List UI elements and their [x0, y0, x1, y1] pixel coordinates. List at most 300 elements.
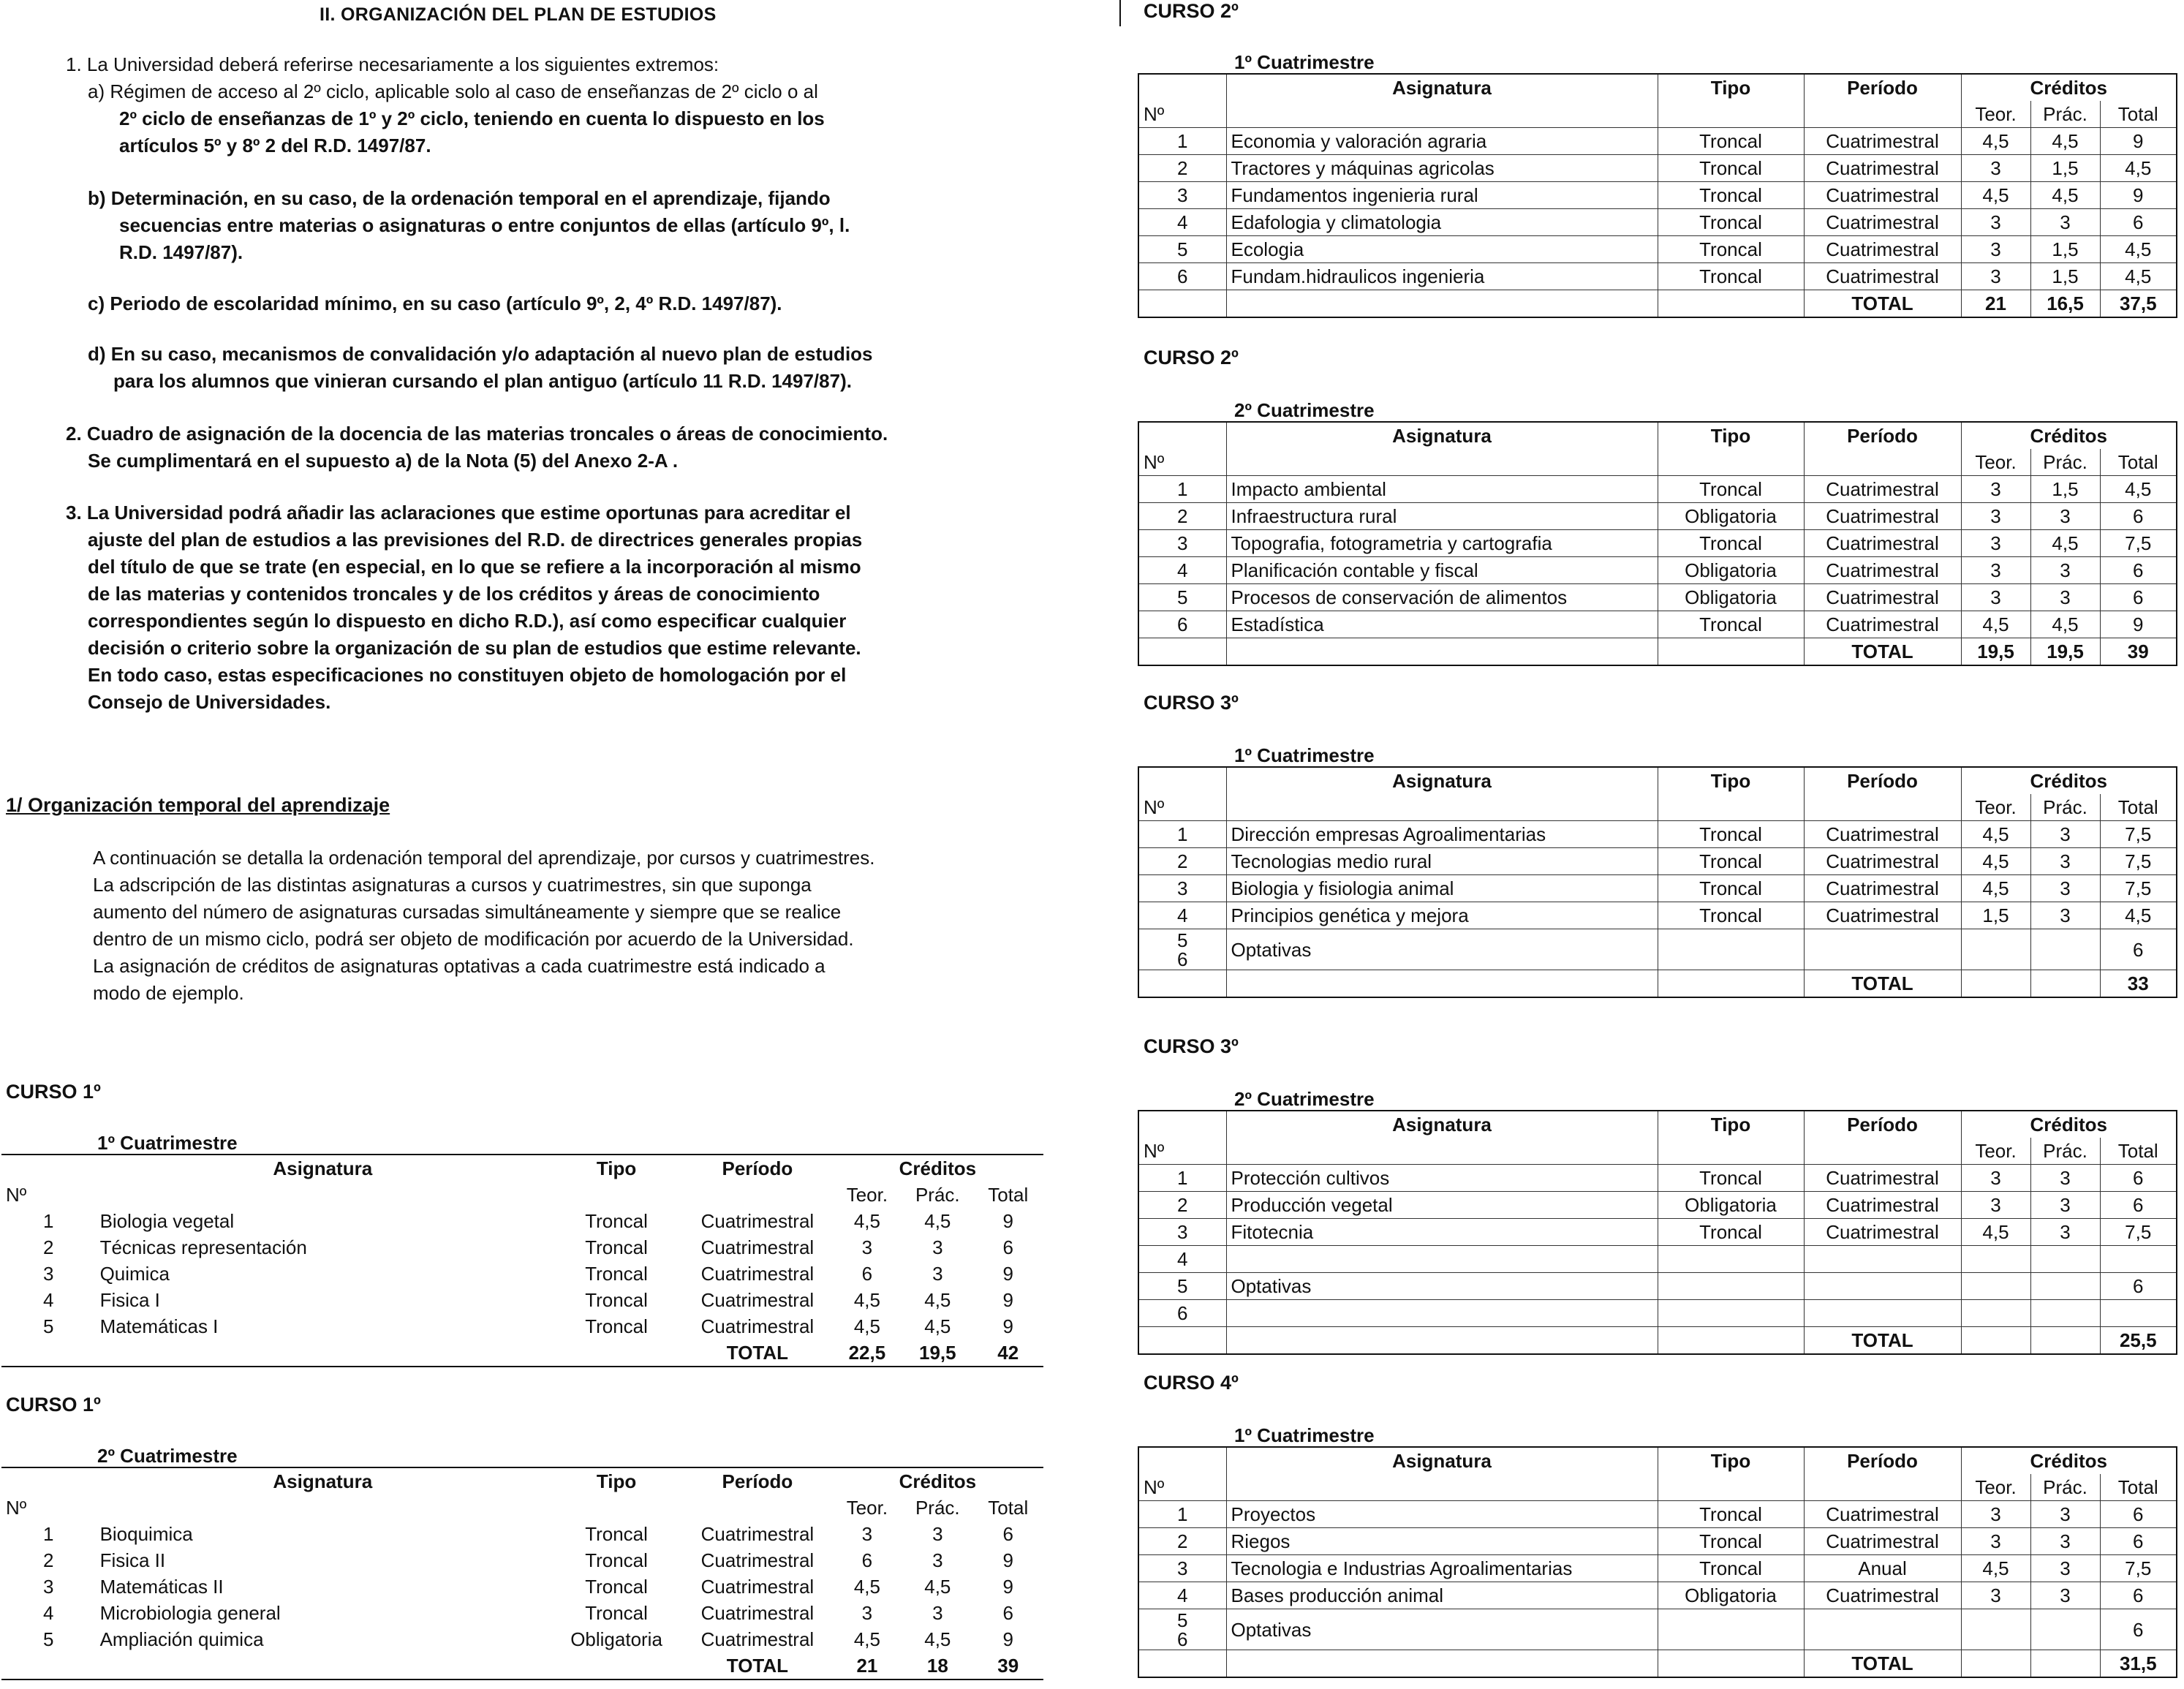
header-empty — [1804, 1474, 1961, 1501]
subject-name: Bases producción animal — [1226, 1582, 1658, 1609]
credits-teor: 3 — [1961, 503, 2030, 530]
subject-name: Optativas — [1226, 1273, 1658, 1300]
item-1b-line-2: secuencias entre materias o asignaturas o entre conjuntos de ellas (artículo 9º, l. — [119, 214, 850, 236]
subject-name: Fitotecnia — [1226, 1219, 1658, 1246]
total-label: TOTAL — [1804, 1327, 1961, 1355]
subject-name: Topografia, fotogrametria y cartografia — [1226, 530, 1658, 557]
header-row — [1, 1155, 1043, 1182]
column-header-creditos: Créditos — [1961, 74, 2177, 101]
subject-type: Troncal — [585, 1315, 648, 1337]
header-empty — [1226, 449, 1658, 476]
credits-teor: 4,5 — [1961, 875, 2030, 902]
credits-prac: 3 — [2030, 1165, 2100, 1192]
subject-period: Cuatrimestral — [1804, 1165, 1961, 1192]
totals-spacer — [96, 1340, 550, 1367]
table-row — [1, 1287, 1043, 1313]
credits-total: 6 — [1002, 1236, 1013, 1258]
credits-teor: 3 — [1961, 476, 2030, 503]
credits-total: 4,5 — [2100, 902, 2177, 929]
credits-total: 4,5 — [2100, 155, 2177, 182]
credits-teor: 3 — [1961, 236, 2030, 263]
subject-name: Fisica I — [99, 1289, 160, 1311]
credits-total: 9 — [2100, 611, 2177, 638]
plan-table — [1, 1467, 1043, 1680]
subheader-row — [1138, 1474, 2177, 1501]
column-header-total: Total — [2100, 449, 2177, 476]
subject-type: Troncal — [585, 1576, 648, 1598]
header-empty — [1226, 1474, 1658, 1501]
totals-row — [1, 1652, 1043, 1679]
row-number: 3 — [1177, 1221, 1188, 1243]
row-number: 5 — [1177, 238, 1188, 260]
header-row — [1138, 1447, 2177, 1474]
subject-period: Cuatrimestral — [1804, 902, 1961, 929]
plan-table — [1138, 73, 2177, 318]
subject-type: Obligatoria — [1658, 1192, 1804, 1219]
credits-prac: 4,5 — [2030, 611, 2100, 638]
credits-prac: 3 — [932, 1549, 943, 1571]
row-number: 4 — [43, 1602, 54, 1624]
totals-spacer — [1138, 1327, 1226, 1355]
credits-total: 6 — [2100, 584, 2177, 611]
subject-period: Cuatrimestral — [1804, 209, 1961, 236]
row-number: 1 — [1177, 1503, 1188, 1525]
table-row — [1138, 530, 2177, 557]
total-teor: 21 — [856, 1655, 878, 1677]
subject-name: Tecnologia e Industrias Agroalimentarias — [1226, 1555, 1658, 1582]
subject-period: Cuatrimestral — [1804, 1192, 1961, 1219]
credits-prac: 3 — [2030, 557, 2100, 584]
credits-teor: 3 — [1961, 1501, 2030, 1528]
credits-teor: 4,5 — [853, 1576, 880, 1598]
subject-period: Cuatrimestral — [1804, 530, 1961, 557]
row-number: 1 — [1177, 130, 1188, 152]
subject-type: Troncal — [585, 1263, 648, 1285]
header-cell — [1, 1155, 96, 1182]
totals-spacer — [1658, 1327, 1804, 1355]
credits-prac — [2030, 1609, 2100, 1650]
credits-prac: 3 — [932, 1602, 943, 1624]
table-row — [1138, 182, 2177, 209]
header-empty — [1804, 1138, 1961, 1165]
credits-prac: 4,5 — [924, 1210, 951, 1232]
header-empty — [96, 1495, 550, 1521]
row-number: 3 — [43, 1263, 54, 1285]
credits-total: 4,5 — [2100, 476, 2177, 503]
subject-name: Planificación contable y fiscal — [1226, 557, 1658, 584]
column-header-tipo: Tipo — [1658, 422, 1804, 449]
subject-type: Troncal — [1658, 530, 1804, 557]
item-1b-line-1: b) Determinación, en su caso, de la ordenación temporal en el aprendizaje, fijando — [88, 187, 831, 209]
subheader-row — [1138, 449, 2177, 476]
row-number: 2 — [1177, 505, 1188, 527]
credits-teor — [1961, 1300, 2030, 1327]
item-1a-line-2: 2º ciclo de enseñanzas de 1º y 2º ciclo, teniendo en cuenta lo dispuesto en los — [119, 107, 825, 129]
column-header-asignatura: Asignatura — [1226, 74, 1658, 101]
table-row — [1, 1521, 1043, 1547]
totals-spacer — [1138, 638, 1226, 666]
total-teor — [1961, 970, 2030, 998]
total-teor: 22,5 — [848, 1342, 886, 1364]
column-header-num: Nº — [6, 1497, 27, 1519]
table-row — [1138, 875, 2177, 902]
credits-teor: 4,5 — [1961, 611, 2030, 638]
table-row — [1138, 557, 2177, 584]
credits-total: 6 — [2100, 503, 2177, 530]
credits-teor: 3 — [861, 1602, 873, 1624]
subject-type: Troncal — [1658, 821, 1804, 848]
header-empty — [1804, 449, 1961, 476]
subject-period: Anual — [1804, 1555, 1961, 1582]
subject-type: Troncal — [1658, 902, 1804, 929]
subject-type: Troncal — [1658, 236, 1804, 263]
table-row — [1138, 1192, 2177, 1219]
header-empty — [1658, 1138, 1804, 1165]
item-1a-line-1: a) Régimen de acceso al 2º ciclo, aplicable solo al caso de enseñanzas de 2º ciclo o al — [88, 80, 818, 102]
table-row — [1138, 584, 2177, 611]
column-header-total: Total — [2100, 101, 2177, 128]
credits-teor: 3 — [1961, 557, 2030, 584]
table-row — [1, 1573, 1043, 1600]
credits-total: 7,5 — [2100, 1555, 2177, 1582]
table-row — [1138, 155, 2177, 182]
subject-type: Obligatoria — [1658, 503, 1804, 530]
column-header-tipo: Tipo — [1658, 1447, 1804, 1474]
subject-type: Troncal — [1658, 263, 1804, 290]
header-row — [1138, 767, 2177, 794]
totals-spacer — [1138, 290, 1226, 318]
table-row — [1138, 209, 2177, 236]
header-empty — [1226, 101, 1658, 128]
table-row — [1, 1261, 1043, 1287]
credits-prac: 4,5 — [924, 1289, 951, 1311]
table-row — [1138, 1219, 2177, 1246]
paragraph-line: de las materias y contenidos troncales y de los créditos y áreas de conocimiento — [88, 583, 820, 605]
credits-teor: 4,5 — [853, 1289, 880, 1311]
credits-total: 7,5 — [2100, 1219, 2177, 1246]
credits-total: 9 — [1002, 1315, 1013, 1337]
totals-spacer — [1658, 638, 1804, 666]
table-row — [1, 1234, 1043, 1261]
totals-row — [1138, 970, 2177, 998]
credits-total: 9 — [1002, 1628, 1013, 1650]
credits-total: 7,5 — [2100, 875, 2177, 902]
credits-prac: 1,5 — [2030, 263, 2100, 290]
column-header-prac: Prác. — [2030, 1138, 2100, 1165]
header-row — [1138, 422, 2177, 449]
totals-spacer — [1226, 1327, 1658, 1355]
subject-period: Cuatrimestral — [1804, 557, 1961, 584]
table-row — [1138, 1609, 2177, 1650]
table-row — [1138, 1501, 2177, 1528]
subject-name: Tecnologias medio rural — [1226, 848, 1658, 875]
credits-prac: 3 — [2030, 1555, 2100, 1582]
row-number: 5 6 — [1177, 929, 1188, 970]
row-number: 1 — [1177, 823, 1188, 845]
column-divider — [1119, 0, 1121, 26]
subject-name: Fundam.hidraulicos ingenieria — [1226, 263, 1658, 290]
header-empty — [1658, 1474, 1804, 1501]
subject-name: Tractores y máquinas agricolas — [1226, 155, 1658, 182]
table-row — [1, 1547, 1043, 1573]
column-header-creditos: Créditos — [1961, 1111, 2177, 1138]
subject-period — [1804, 1246, 1961, 1273]
subject-period: Cuatrimestral — [1804, 848, 1961, 875]
credits-prac: 3 — [2030, 1528, 2100, 1555]
total-teor — [1961, 1650, 2030, 1678]
column-header-num: Nº — [1144, 451, 1165, 473]
subject-type: Troncal — [1658, 128, 1804, 155]
column-header-periodo: Período — [1804, 1111, 1961, 1138]
table-row — [1138, 1165, 2177, 1192]
subject-name: Matemáticas II — [99, 1576, 224, 1598]
subject-name: Matemáticas I — [99, 1315, 219, 1337]
total-label: TOTAL — [1804, 638, 1961, 666]
total-label: TOTAL — [1804, 1650, 1961, 1678]
credits-teor: 3 — [861, 1523, 873, 1545]
subject-type: Troncal — [585, 1236, 648, 1258]
subject-period: Cuatrimestral — [700, 1236, 815, 1258]
totals-spacer — [1226, 1650, 1658, 1678]
curso-label: CURSO 3º — [1144, 1035, 1239, 1057]
credits-prac: 4,5 — [2030, 530, 2100, 557]
totals-spacer — [550, 1340, 683, 1367]
item-1d-line-2: para los alumnos que vinieran cursando el plan antiguo (artículo 11 R.D. 1497/87). — [113, 370, 852, 392]
credits-total: 6 — [1002, 1523, 1013, 1545]
table-row — [1138, 1273, 2177, 1300]
credits-prac: 3 — [932, 1263, 943, 1285]
total-prac — [2030, 1650, 2100, 1678]
column-header-num: Nº — [1144, 1140, 1165, 1162]
totals-spacer — [1, 1652, 96, 1679]
subject-period — [1804, 1300, 1961, 1327]
subject-period: Cuatrimestral — [1804, 263, 1961, 290]
subject-period: Cuatrimestral — [700, 1602, 815, 1624]
column-header-asignatura: Asignatura — [1226, 1111, 1658, 1138]
table-row — [1138, 128, 2177, 155]
credits-total: 6 — [2100, 557, 2177, 584]
header-empty — [1226, 1138, 1658, 1165]
credits-prac: 1,5 — [2030, 155, 2100, 182]
subject-period: Cuatrimestral — [700, 1523, 815, 1545]
subject-type: Obligatoria — [1658, 557, 1804, 584]
subject-period: Cuatrimestral — [1804, 1528, 1961, 1555]
credits-prac: 3 — [2030, 503, 2100, 530]
credits-prac: 3 — [2030, 821, 2100, 848]
subject-period: Cuatrimestral — [1804, 821, 1961, 848]
table-row — [1138, 503, 2177, 530]
row-number: 3 — [1177, 1557, 1188, 1579]
credits-teor: 3 — [1961, 1582, 2030, 1609]
totals-spacer — [1658, 970, 1804, 998]
column-header-total: Total — [2100, 1138, 2177, 1165]
row-number: 2 — [1177, 1194, 1188, 1216]
credits-teor: 3 — [1961, 1528, 2030, 1555]
row-number: 1 — [43, 1523, 54, 1545]
credits-teor: 3 — [861, 1236, 873, 1258]
header-empty — [550, 1495, 683, 1521]
subject-name — [1226, 1300, 1658, 1327]
header-empty — [550, 1182, 683, 1208]
paragraph-line: ajuste del plan de estudios a las previsiones del R.D. de directrices generales propias — [88, 529, 863, 551]
subject-name: Ecologia — [1226, 236, 1658, 263]
credits-prac — [2030, 1300, 2100, 1327]
subject-name: Riegos — [1226, 1528, 1658, 1555]
header-empty — [1226, 794, 1658, 821]
item-1-intro: 1. La Universidad deberá referirse necesariamente a los siguientes extremos: — [66, 53, 719, 75]
subject-type: Obligatoria — [1658, 584, 1804, 611]
credits-teor: 3 — [1961, 1165, 2030, 1192]
credits-teor — [1961, 1246, 2030, 1273]
subject-period: Cuatrimestral — [700, 1628, 815, 1650]
total-label: TOTAL — [726, 1655, 789, 1677]
subject-type: Troncal — [1658, 209, 1804, 236]
subject-period: Cuatrimestral — [1804, 128, 1961, 155]
credits-total: 4,5 — [2100, 236, 2177, 263]
column-header-teor: Teor. — [846, 1497, 888, 1519]
credits-prac: 4,5 — [2030, 182, 2100, 209]
paragraph-line: del título de que se trate (en especial, en lo que se refiere a la incorporación al mismo — [88, 556, 861, 578]
plan-table — [1138, 1446, 2177, 1678]
column-header-teor: Teor. — [1961, 1474, 2030, 1501]
curso-label: CURSO 4º — [1144, 1372, 1239, 1394]
total-sum: 33 — [2100, 970, 2177, 998]
header-empty — [96, 1182, 550, 1208]
table-row — [1138, 476, 2177, 503]
item-3 — [66, 499, 862, 716]
credits-teor: 3 — [1961, 530, 2030, 557]
row-number: 1 — [1177, 478, 1188, 500]
credits-teor: 4,5 — [1961, 821, 2030, 848]
subject-name: Protección cultivos — [1226, 1165, 1658, 1192]
total-prac: 18 — [926, 1655, 948, 1677]
totals-spacer — [1658, 290, 1804, 318]
column-header-asignatura: Asignatura — [273, 1470, 373, 1492]
column-header-creditos: Créditos — [1961, 1447, 2177, 1474]
row-number: 6 — [1177, 1302, 1188, 1324]
curso-label: CURSO 1º — [6, 1394, 101, 1416]
column-header-periodo: Período — [1804, 1447, 1961, 1474]
table-row — [1138, 1528, 2177, 1555]
credits-prac: 3 — [932, 1236, 943, 1258]
table-row — [1138, 929, 2177, 970]
subject-name: Biologia vegetal — [99, 1210, 235, 1232]
total-sum: 39 — [997, 1655, 1019, 1677]
credits-total — [2100, 1300, 2177, 1327]
column-header-teor: Teor. — [1961, 101, 2030, 128]
credits-total: 6 — [2100, 1609, 2177, 1650]
credits-prac — [2030, 1273, 2100, 1300]
total-label: TOTAL — [1804, 290, 1961, 318]
subject-type — [1658, 1273, 1804, 1300]
table-row — [1138, 821, 2177, 848]
credits-prac: 3 — [2030, 848, 2100, 875]
row-number: 2 — [43, 1236, 54, 1258]
row-number: 4 — [1177, 559, 1188, 581]
subject-period: Cuatrimestral — [1804, 236, 1961, 263]
subject-name: Impacto ambiental — [1226, 476, 1658, 503]
total-sum: 37,5 — [2100, 290, 2177, 318]
table-row — [1138, 1582, 2177, 1609]
totals-spacer — [1226, 970, 1658, 998]
header-cell — [1138, 1111, 1226, 1138]
paragraph-line: dentro de un mismo ciclo, podrá ser objeto de modificación por acuerdo de la Universidad. — [93, 928, 854, 950]
table-row — [1, 1313, 1043, 1340]
credits-total: 6 — [2100, 209, 2177, 236]
credits-prac: 1,5 — [2030, 236, 2100, 263]
credits-total: 6 — [2100, 1273, 2177, 1300]
column-header-creditos: Créditos — [899, 1157, 977, 1179]
column-header-tipo: Tipo — [1658, 767, 1804, 794]
subject-type: Troncal — [1658, 1555, 1804, 1582]
total-prac: 19,5 — [2030, 638, 2100, 666]
subject-type: Troncal — [585, 1549, 648, 1571]
subject-name: Economia y valoración agraria — [1226, 128, 1658, 155]
totals-spacer — [1226, 638, 1658, 666]
credits-total: 6 — [2100, 1165, 2177, 1192]
credits-total: 9 — [1002, 1263, 1013, 1285]
credits-total: 9 — [1002, 1576, 1013, 1598]
column-header-prac: Prác. — [2030, 794, 2100, 821]
column-header-prac: Prác. — [915, 1497, 960, 1519]
subject-name: Producción vegetal — [1226, 1192, 1658, 1219]
column-header-tipo: Tipo — [1658, 74, 1804, 101]
credits-teor: 4,5 — [1961, 128, 2030, 155]
curso-label: CURSO 3º — [1144, 692, 1239, 714]
header-cell — [1138, 422, 1226, 449]
credits-teor: 4,5 — [1961, 182, 2030, 209]
credits-total — [2100, 1246, 2177, 1273]
page-title: II. ORGANIZACIÓN DEL PLAN DE ESTUDIOS — [320, 4, 717, 25]
total-label: TOTAL — [1804, 970, 1961, 998]
row-number: 6 — [1177, 613, 1188, 635]
column-header-creditos: Créditos — [1961, 422, 2177, 449]
section-heading: 1/ Organización temporal del aprendizaje — [6, 794, 390, 816]
item-1a-line-3: artículos 5º y 8º 2 del R.D. 1497/87. — [119, 135, 431, 156]
total-prac: 16,5 — [2030, 290, 2100, 318]
header-cell — [1138, 1447, 1226, 1474]
row-number: 4 — [1177, 904, 1188, 926]
header-empty — [1658, 449, 1804, 476]
credits-teor: 4,5 — [1961, 848, 2030, 875]
totals-spacer — [1226, 290, 1658, 318]
column-header-total: Total — [988, 1184, 1029, 1206]
paragraph-line: A continuación se detalla la ordenación temporal del aprendizaje, por cursos y cuatrimestres. — [93, 847, 875, 869]
row-number: 2 — [1177, 1530, 1188, 1552]
header-empty — [1658, 101, 1804, 128]
total-sum: 25,5 — [2100, 1327, 2177, 1355]
table-row — [1138, 1246, 2177, 1273]
header-empty — [1804, 794, 1961, 821]
totals-spacer — [1138, 1650, 1226, 1678]
subject-name: Bioquimica — [99, 1523, 193, 1545]
subject-type: Troncal — [1658, 875, 1804, 902]
row-number: 6 — [1177, 265, 1188, 287]
left-column — [0, 0, 1053, 1689]
row-number: 4 — [43, 1289, 54, 1311]
row-number: 5 — [1177, 586, 1188, 608]
credits-total: 7,5 — [2100, 821, 2177, 848]
column-header-teor: Teor. — [846, 1184, 888, 1206]
subject-name: Técnicas representación — [99, 1236, 307, 1258]
item-1c: c) Periodo de escolaridad mínimo, en su caso (artículo 9º, 2, 4º R.D. 1497/87). — [88, 292, 782, 314]
plan-table — [1138, 1110, 2177, 1355]
subject-name: Ampliación quimica — [99, 1628, 264, 1650]
subject-period: Cuatrimestral — [700, 1576, 815, 1598]
column-header-periodo: Período — [722, 1157, 793, 1179]
subject-name: Biologia y fisiologia animal — [1226, 875, 1658, 902]
column-header-periodo: Período — [722, 1470, 793, 1492]
